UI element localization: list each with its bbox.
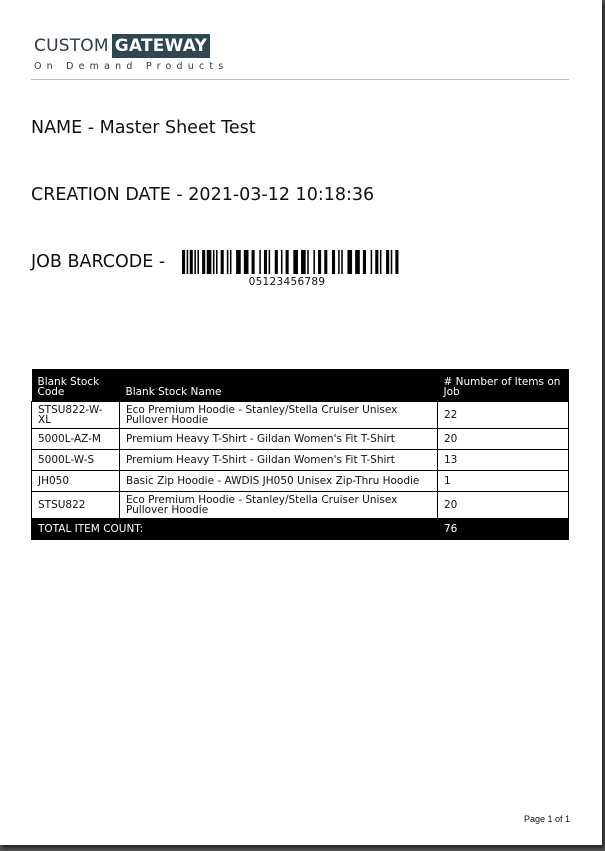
cell-code: 5000L-W-S xyxy=(32,450,120,471)
barcode-bar xyxy=(338,250,340,274)
table-header-row xyxy=(32,369,569,402)
barcode-bar xyxy=(202,250,205,274)
stock-table xyxy=(31,369,569,540)
barcode-number: 05123456789 xyxy=(248,276,326,288)
barcode-bar xyxy=(281,250,283,274)
barcode-bar xyxy=(386,250,389,274)
job-barcode-label: JOB BARCODE - xyxy=(31,252,166,272)
barcode-bar xyxy=(236,250,241,274)
creation-date: CREATION DATE - 2021-03-12 10:18:36 xyxy=(31,185,375,205)
barcode-bar xyxy=(318,250,321,274)
barcode-bar xyxy=(227,250,229,274)
barcode-bar xyxy=(259,250,261,274)
barcode-bar xyxy=(197,250,199,274)
barcode-bar xyxy=(313,250,315,274)
barcode-bar xyxy=(293,250,298,274)
barcode-bar xyxy=(182,250,185,274)
logo-word-gateway: GATEWAY xyxy=(112,34,210,58)
cell-code: 5000L-AZ-M xyxy=(32,429,120,450)
table-row xyxy=(32,429,569,450)
header-divider xyxy=(31,79,569,80)
table-row xyxy=(32,492,569,519)
cell-code: STSU822-W-XL xyxy=(32,402,120,429)
barcode-bar xyxy=(230,250,232,274)
table-row xyxy=(32,450,569,471)
company-logo xyxy=(34,34,229,74)
barcode-bar xyxy=(264,250,267,274)
barcode-bar xyxy=(194,250,196,274)
cell-qty: 1 xyxy=(438,471,569,492)
barcode-bar xyxy=(347,250,352,274)
logo-tagline: On Demand Products xyxy=(34,61,229,72)
barcode-bar xyxy=(244,250,249,274)
barcode-bar xyxy=(190,250,193,274)
cell-code: STSU822 xyxy=(32,492,120,519)
barcode-bar xyxy=(301,250,306,274)
barcode-bar xyxy=(221,250,224,274)
page-number: Page 1 of 1 xyxy=(523,814,570,824)
cell-qty: 20 xyxy=(438,429,569,450)
header-stock-code: Blank Stock Code xyxy=(32,369,120,402)
barcode-bar xyxy=(375,250,378,274)
barcode-bar xyxy=(269,250,271,274)
table-row xyxy=(32,471,569,492)
barcode-bar xyxy=(341,250,343,274)
barcode-bar xyxy=(391,250,393,274)
total-label: TOTAL ITEM COUNT: xyxy=(32,519,438,540)
barcode-bar xyxy=(332,250,335,274)
barcode-bar xyxy=(252,250,255,274)
barcode-bar xyxy=(187,250,189,274)
logo-word-custom: CUSTOM xyxy=(34,36,109,56)
total-value: 76 xyxy=(438,519,569,540)
cell-qty: 22 xyxy=(438,402,569,429)
barcode-bar xyxy=(286,250,289,274)
barcode-bar xyxy=(275,250,278,274)
cell-qty: 13 xyxy=(438,450,569,471)
barcode-bar xyxy=(371,250,373,274)
header-stock-name: Blank Stock Name xyxy=(120,369,438,402)
cell-name: Premium Heavy T-Shirt - Gildan Women's Fit T-Shirt xyxy=(120,429,438,450)
job-barcode xyxy=(182,250,402,288)
table-row xyxy=(32,402,569,429)
cell-name: Premium Heavy T-Shirt - Gildan Women's Fit T-Shirt xyxy=(120,450,438,471)
barcode-bar xyxy=(363,250,366,274)
table-total-row xyxy=(32,519,569,540)
cell-name: Basic Zip Hoodie - AWDIS JH050 Unisex Zip-Thru Hoodie xyxy=(120,471,438,492)
cell-name: Eco Premium Hoodie - Stanley/Stella Cruiser Unisex Pullover Hoodie xyxy=(120,402,438,429)
barcode-bar xyxy=(380,250,382,274)
barcode-bar xyxy=(395,250,398,274)
barcode-bar xyxy=(207,250,212,274)
cell-qty: 20 xyxy=(438,492,569,519)
job-name: NAME - Master Sheet Test xyxy=(31,118,256,138)
barcode-bar xyxy=(324,250,327,274)
cell-code: JH050 xyxy=(32,471,120,492)
barcode-bar xyxy=(213,250,215,274)
barcode-bar xyxy=(216,250,218,274)
barcode-bars xyxy=(182,250,400,274)
barcode-bar xyxy=(355,250,360,274)
header-item-count: # Number of Items on Job xyxy=(438,369,569,402)
barcode-bar xyxy=(307,250,309,274)
cell-name: Eco Premium Hoodie - Stanley/Stella Cruiser Unisex Pullover Hoodie xyxy=(120,492,438,519)
